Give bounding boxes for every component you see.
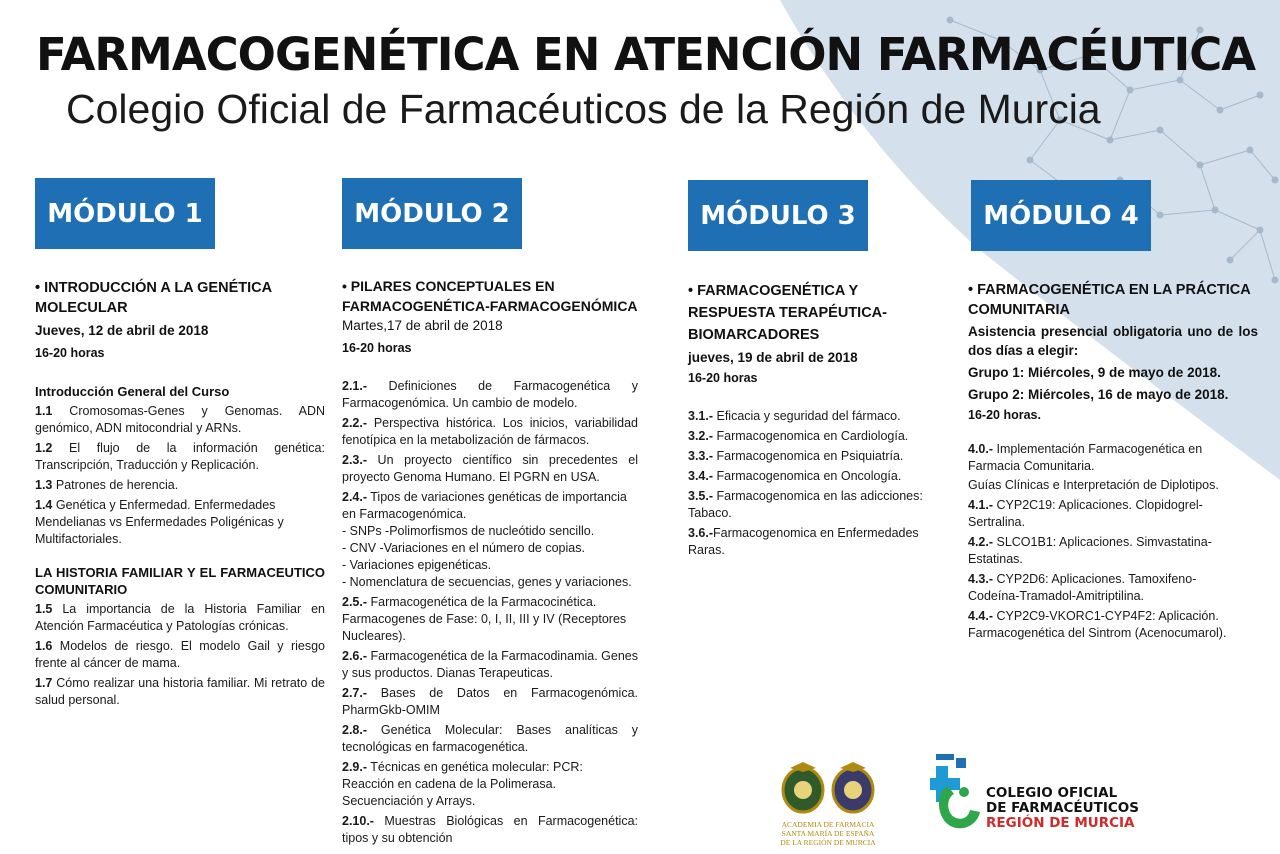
module-2-hours: 16-20 horas [342,341,412,355]
item-number: 2.8.- [342,723,368,737]
item-number: 3.3.- [688,449,714,463]
item-text: Un proyecto científico sin precedentes el proyecto Genoma Humano. El PGRN en USA. [342,453,638,484]
item-number: 2.2.- [342,416,368,430]
item-text: CYP2D6: Aplicaciones. Tamoxifeno-Codeína-Tramadol-Amitriptilina. [968,572,1197,603]
item-text: CYP2C19: Aplicaciones. Clopidogrel-Sertralina. [968,498,1203,529]
academia-logo [778,760,878,847]
item-text: - Nomenclatura de secuencias, genes y variaciones. [342,575,632,589]
list-item [688,408,938,425]
item-text: Perspectiva histórica. Los inicios, variabilidad fenotípica en la metabolización de fármacos. [342,416,638,447]
colegio-name-line-1: COLEGIO OFICIAL [986,785,1118,801]
module-2-date: Martes,17 de abril de 2018 [342,318,503,333]
module-1-date: Jueves, 12 de abril de 2018 [35,323,209,338]
module-1-hours: 16-20 horas [35,346,105,360]
item-text: Farmacogenética de la Farmacocinética. Farmacogenes de Fase: 0, I, II, III y IV (Receptores Nucleares). [342,595,627,643]
list-item [35,601,325,635]
list-item [968,441,1230,475]
list-item [35,638,325,672]
list-item [688,428,938,445]
item-text: SLCO1B1: Aplicaciones. Simvastatina-Estatinas. [968,535,1212,566]
item-number: 4.2.- [968,535,994,549]
item-text: Técnicas en genética molecular: PCR: Reacción en cadena de la Polimerasa. Secuenciación y Arrays. [342,760,583,808]
item-number: 2.1.- [342,379,368,393]
list-item [342,523,638,540]
module-4-hours: 16-20 horas. [968,408,1041,422]
academia-caption-line-1: ACADEMIA DE FARMACIA [781,820,875,829]
module-3-badge: MÓDULO 3 [688,180,868,251]
list-item [342,540,638,557]
list-item [968,608,1230,642]
module-4-heading: • FARMACOGENÉTICA EN LA PRÁCTICA COMUNITARIA [968,282,1251,318]
list-item [688,448,938,465]
module-2-column [342,276,638,850]
item-text: Eficacia y seguridad del fármaco. [713,409,901,423]
item-number: 4.0.- [968,442,994,456]
item-number: 3.4.- [688,469,714,483]
item-number: 2.9.- [342,760,368,774]
module-2-badge: MÓDULO 2 [342,178,522,249]
list-item [342,415,638,449]
item-text: Genética Molecular: Bases analíticas y tecnológicas en farmacogenética. [342,723,638,754]
item-number: 2.5.- [342,595,368,609]
page-subtitle: Colegio Oficial de Farmacéuticos de la Región de Murcia [66,86,1101,132]
item-text: - CNV -Variaciones en el número de copias. [342,541,585,555]
item-number: 3.1.- [688,409,714,423]
item-number: 1.4 [35,498,53,512]
list-item [35,403,325,437]
module-4-group-2: Grupo 2: Miércoles, 16 de mayo de 2018. [968,387,1229,402]
item-text: CYP2C9-VKORC1-CYP4F2: Aplicación. Farmacogenética del Sintrom (Acenocumarol). [968,609,1227,640]
academia-caption-line-2: SANTA MARÍA DE ESPAÑA [781,829,875,838]
list-item [342,378,638,412]
module-1-heading: • INTRODUCCIÓN A LA GENÉTICA MOLECULAR [35,280,272,316]
item-text: Cómo realizar una historia familiar. Mi retrato de salud personal. [35,676,325,707]
list-item [688,468,938,485]
item-number: 2.4.- [342,490,368,504]
page-title: FARMACOGENÉTICA EN ATENCIÓN FARMACÉUTICA [36,28,1256,81]
item-text: Modelos de riesgo. El modelo Gail y riesgo frente al cáncer de mama. [35,639,325,670]
colegio-logo [928,752,1158,842]
list-item [35,477,325,494]
colegio-name-line-2: DE FARMACÉUTICOS [986,800,1139,816]
list-item [35,497,325,548]
item-number: 2.7.- [342,686,368,700]
item-text: La importancia de la Historia Familiar en Atención Farmacéutica y Patologías crónicas. [35,602,325,633]
module-3-heading: • FARMACOGENÉTICA Y RESPUESTA TERAPÉUTICA-BIOMARCADORES [688,283,887,343]
list-item [342,648,638,682]
list-item [342,813,638,847]
item-text: Cromosomas-Genes y Genomas. ADN genómico, ADN mitocondrial y ARNs. [35,404,325,435]
module-4-column [968,280,1258,645]
colegio-name-line-3: REGIÓN DE MURCIA [986,815,1135,831]
module-1-section-history: LA HISTORIA FAMILIAR Y EL FARMACEUTICO COMUNITARIO [35,565,325,597]
item-text: Muestras Biológicas en Farmacogenética: tipos y su obtención [342,814,638,845]
item-number: 2.6.- [342,649,368,663]
list-item [342,594,638,645]
module-3-date: jueves, 19 de abril de 2018 [688,350,858,365]
colegio-emblem-icon [928,752,988,842]
academia-emblem-right-icon [830,760,876,816]
list-item [968,534,1230,568]
item-text: El flujo de la información genética: Transcripción, Traducción y Replicación. [35,441,325,472]
item-text: Farmacogenomica en Enfermedades Raras. [688,526,919,557]
item-text: Farmacogenomica en Psiquiatría. [713,449,904,463]
item-text: Guías Clínicas e Interpretación de Diplotipos. [968,478,1219,492]
item-number: 1.6 [35,639,53,653]
module-1-badge: MÓDULO 1 [35,178,215,249]
item-text: Tipos de variaciones genéticas de importancia en Farmacogenómica. [342,490,627,521]
module-4-badge: MÓDULO 4 [971,180,1151,251]
item-number: 3.5.- [688,489,714,503]
list-item [688,525,938,559]
list-item [968,571,1230,605]
list-item [342,759,638,810]
list-item [342,685,638,719]
item-text: Patrones de herencia. [52,478,179,492]
academia-caption-line-3: DE LA REGIÓN DE MURCIA [780,838,876,847]
list-item [342,489,638,523]
item-text: Farmacogenomica en las adicciones: Tabaco. [688,489,923,520]
item-text: - Variaciones epigenéticas. [342,558,492,572]
item-number: 3.6.- [688,526,714,540]
item-number: 1.7 [35,676,53,690]
list-item [342,722,638,756]
item-number: 2.3.- [342,453,368,467]
item-number: 4.4.- [968,609,994,623]
item-number: 3.2.- [688,429,714,443]
item-number: 1.1 [35,404,53,418]
item-text: Farmacogenética de la Farmacodinamia. Genes y sus productos. Dianas Terapeuticas. [342,649,638,680]
list-item [968,477,1230,494]
academia-emblem-left-icon [780,760,826,816]
item-number: 4.3.- [968,572,994,586]
list-item [35,440,325,474]
item-text: Genética y Enfermedad. Enfermedades Mendelianas vs Enfermedades Poligénicas y Multifactoriales. [35,498,284,546]
item-text: Definiciones de Farmacogenética y Farmacogenómica. Un cambio de modelo. [342,379,638,410]
list-item [968,497,1230,531]
item-text: Farmacogenomica en Oncología. [713,469,902,483]
item-text: Bases de Datos en Farmacogenómica. PharmGkb-OMIM [342,686,638,717]
item-number: 4.1.- [968,498,994,512]
item-number: 1.5 [35,602,53,616]
list-item [688,488,938,522]
module-1-section-intro: Introducción General del Curso [35,384,230,399]
module-4-group-1: Grupo 1: Miércoles, 9 de mayo de 2018. [968,365,1221,380]
list-item [342,557,638,574]
list-item [35,675,325,709]
module-1-column [35,278,325,712]
module-4-attendance: Asistencia presencial obligatoria uno de los dos días a elegir: [968,324,1258,358]
list-item [342,574,638,591]
module-3-column [688,280,938,562]
item-text: Farmacogenomica en Cardiología. [713,429,909,443]
item-number: 2.10.- [342,814,374,828]
item-number: 1.3 [35,478,53,492]
item-number: 1.2 [35,441,53,455]
list-item [342,452,638,486]
item-text: Implementación Farmacogenética en Farmacia Comunitaria. [968,442,1203,473]
module-3-hours: 16-20 horas [688,371,758,385]
module-2-heading: • PILARES CONCEPTUALES EN FARMACOGENÉTICA-FARMACOGENÓMICA [342,278,638,314]
item-text: - SNPs -Polimorfismos de nucleótido sencillo. [342,524,595,538]
